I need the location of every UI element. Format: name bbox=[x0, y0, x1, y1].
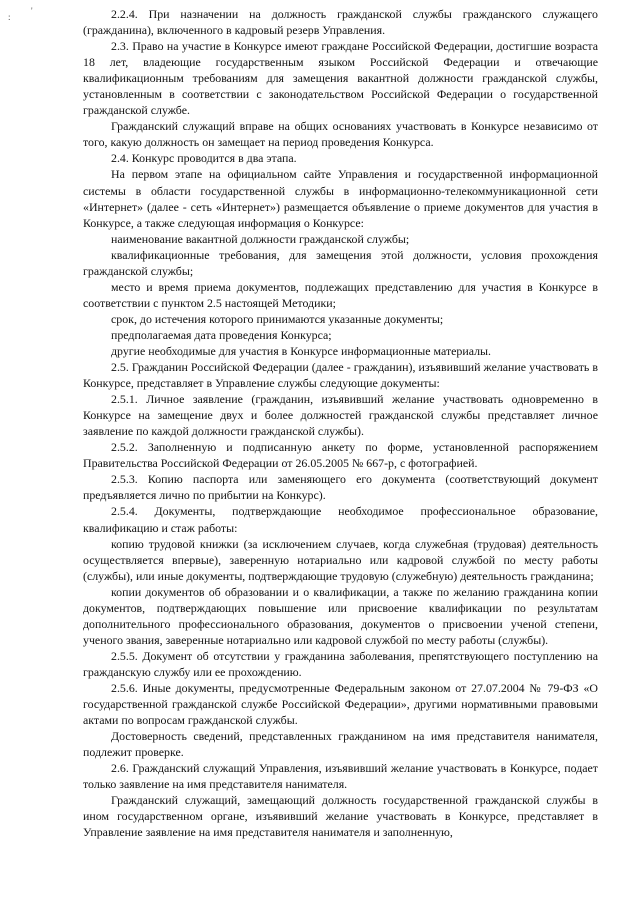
list-item: предполагаемая дата проведения Конкурса; bbox=[111, 327, 332, 342]
paragraph-2-5-6: 2.5.6. Иные документы, предусмотренные Федеральным законом от 27.07.2004 № 79-ФЗ «О государственной гражданской службе Российской Федерации», другими нормативными правовыми актами по вопросам гражданской службы. bbox=[83, 680, 598, 728]
list-item: другие необходимые для участия в Конкурсе информационные материалы. bbox=[111, 343, 492, 358]
list-item: срок, до истечения которого принимаются указанные документы; bbox=[111, 311, 444, 326]
paragraph-2-5-2: 2.5.2. Заполненную и подписанную анкету по форме, установленной распоряжением Правительства Российской Федерации от 26.05.2005 № 667-р, с фотографией. bbox=[83, 440, 598, 471]
list-item: копии документов об образовании и о квалификации, а также по желанию гражданина копии документов, подтверждающих повышение или присвоение квалификации по результатам дополнительного профессионального образования, документов о присвоении ученой степени, ученого звания, заверенные нотариально или кадровой службой по месту работы (службы). bbox=[83, 584, 598, 647]
list-item: место и время приема документов, подлежащих представлению для участия в Конкурсе в соответствии с пунктом 2.5 настоящей Методики; bbox=[83, 279, 598, 310]
paragraph-2-3: 2.3. Право на участие в Конкурсе имеют граждане Российской Федерации, достигшие возраста 18 лет, владеющие государственным языком Российской Федерации и отвечающие квалификационным требованиям для замещения вакантной должности гражданской службы, установленным в соответствии с законодательством Российской Федерации о государственной гражданской службе. bbox=[83, 39, 598, 118]
list-item: квалификационные требования, для замещения этой должности, условия прохождения гражданской службы; bbox=[83, 247, 598, 278]
paragraph-first-stage: На первом этапе на официальном сайте Управления и государственной информационной системы в области государственной службы в информационно-телекоммуникационной сети «Интернет» (далее - сеть «Интернет») размещается объявление о приеме документов для участия в Конкурсе, а также следующая информация о Конкурсе: bbox=[83, 167, 598, 230]
scan-artifact-mark: : bbox=[8, 12, 11, 22]
paragraph-2-5-3: 2.5.3. Копию паспорта или заменяющего его документа (соответствующий документ предъявляется лично по прибытии на Конкурс). bbox=[83, 472, 598, 503]
list-item: копию трудовой книжки (за исключением случаев, когда служебная (трудовая) деятельность осуществляется впервые), заверенную нотариально или кадровой службой по месту работы (службы), или иные документы, подтверждающие трудовую (служебную) деятельность гражданина; bbox=[83, 536, 598, 583]
list-item: наименование вакантной должности гражданской службы; bbox=[111, 231, 410, 246]
paragraph-2-4: 2.4. Конкурс проводится в два этапа. bbox=[111, 151, 297, 166]
document-page bbox=[83, 6, 598, 840]
paragraph-2-5-5: 2.5.5. Документ об отсутствии у гражданина заболевания, препятствующего поступлению на гражданскую службу или ее прохождению. bbox=[83, 648, 598, 679]
paragraph-2-5-4: 2.5.4. Документы, подтверждающие необходимое профессиональное образование, квалификацию и стаж работы: bbox=[83, 504, 598, 535]
paragraph-2-2-4: 2.2.4. При назначении на должность гражданской службы гражданского служащего (гражданина), включенного в кадровый резерв Управления. bbox=[83, 7, 598, 38]
paragraph-2-5-1: 2.5.1. Личное заявление (гражданин, изъявивший желание участвовать одновременно в Конкурсе на замещение двух и более должностей гражданской службы представляет личное заявление по каждой должности гражданской службы). bbox=[83, 392, 598, 439]
paragraph-other-agency-servant: Гражданский служащий, замещающий должность государственной гражданской службы в ином государственном органе, изъявивший желание участвовать в Конкурсе, представляет в Управление заявление на имя представителя нанимателя и заполненную, bbox=[83, 793, 598, 840]
scan-artifact-mark: ' bbox=[31, 6, 33, 16]
paragraph-verification: Достоверность сведений, представленных гражданином на имя представителя нанимателя, подлежит проверке. bbox=[83, 729, 598, 760]
paragraph-civil-servant-right: Гражданский служащий вправе на общих основаниях участвовать в Конкурсе независимо от того, какую должность он замещает на период проведения Конкурса. bbox=[83, 119, 598, 150]
paragraph-2-6: 2.6. Гражданский служащий Управления, изъявивший желание участвовать в Конкурсе, подает только заявление на имя представителя нанимателя. bbox=[83, 761, 598, 792]
paragraph-2-5: 2.5. Гражданин Российской Федерации (далее - гражданин), изъявивший желание участвовать в Конкурсе, представляет в Управление службы следующие документы: bbox=[83, 360, 598, 391]
